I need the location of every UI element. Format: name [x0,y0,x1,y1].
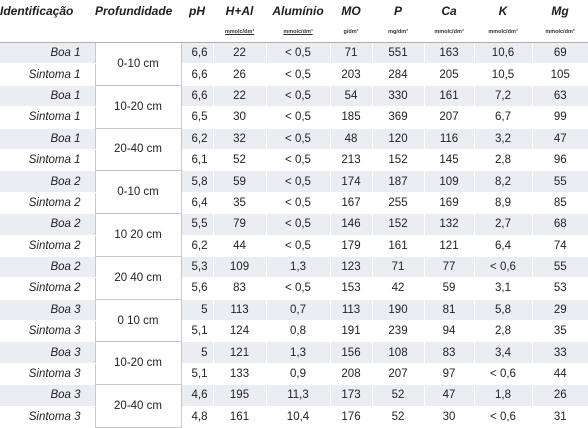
cell-ph: 6,2 [181,128,213,149]
cell-ca: 30 [424,406,474,427]
cell-al: < 0,5 [266,128,330,149]
cell-profundidade: 20 40 cm [95,256,181,299]
cell-identificacao: Boa 1 [0,128,95,149]
cell-profundidade: 20-40 cm [95,128,181,171]
header-identificacao: Identificação [0,0,95,22]
cell-mg: 69 [532,43,588,64]
unit-hal: mmolc/dm³ [213,22,266,43]
header-aluminio: Alumínio [266,0,330,22]
cell-al: 0,9 [266,363,330,384]
cell-k: < 0,6 [474,256,532,277]
cell-k: 2,7 [474,214,532,235]
header-ph: pH [181,0,213,22]
cell-mo: 203 [330,64,372,85]
cell-p: 108 [372,342,424,363]
cell-al: < 0,5 [266,235,330,256]
cell-identificacao: Sintoma 3 [0,363,95,384]
cell-hal: 121 [213,342,266,363]
cell-hal: 79 [213,214,266,235]
cell-identificacao: Sintoma 3 [0,406,95,427]
cell-p: 187 [372,171,424,192]
cell-mo: 167 [330,192,372,213]
cell-ph: 4,6 [181,385,213,406]
cell-mg: 85 [532,192,588,213]
cell-p: 207 [372,363,424,384]
table-row [0,43,588,64]
cell-hal: 22 [213,85,266,106]
cell-k: 6,4 [474,235,532,256]
cell-mg: 55 [532,171,588,192]
cell-al: < 0,5 [266,64,330,85]
header-mg: Mg [532,0,588,22]
cell-identificacao: Boa 3 [0,299,95,320]
cell-p: 284 [372,64,424,85]
cell-ca: 97 [424,363,474,384]
cell-ca: 47 [424,385,474,406]
cell-mo: 185 [330,107,372,128]
cell-identificacao: Sintoma 2 [0,192,95,213]
cell-ca: 207 [424,107,474,128]
cell-mg: 55 [532,256,588,277]
cell-ph: 5,5 [181,214,213,235]
cell-mo: 174 [330,171,372,192]
cell-ca: 205 [424,64,474,85]
cell-al: 11,3 [266,385,330,406]
cell-ca: 94 [424,321,474,342]
cell-p: 369 [372,107,424,128]
cell-p: 161 [372,235,424,256]
cell-hal: 44 [213,235,266,256]
cell-al: 1,3 [266,342,330,363]
table-row [0,363,588,384]
cell-profundidade: 10-20 cm [95,85,181,128]
cell-ph: 5,6 [181,278,213,299]
cell-p: 551 [372,43,424,64]
cell-ca: 83 [424,342,474,363]
cell-al: < 0,5 [266,149,330,170]
unit-aluminio: mmolc/dm³ [266,22,330,43]
cell-al: < 0,5 [266,192,330,213]
cell-k: 3,4 [474,342,532,363]
cell-hal: 59 [213,171,266,192]
table-row [0,406,588,427]
cell-ca: 81 [424,299,474,320]
cell-mg: 99 [532,107,588,128]
header-k: K [474,0,532,22]
cell-al: < 0,5 [266,171,330,192]
cell-p: 120 [372,128,424,149]
cell-mg: 105 [532,64,588,85]
header-profundidade: Profundidade [95,0,181,22]
cell-mg: 63 [532,85,588,106]
cell-mo: 54 [330,85,372,106]
header-p: P [372,0,424,22]
cell-ph: 5,1 [181,321,213,342]
cell-identificacao: Sintoma 2 [0,278,95,299]
cell-p: 152 [372,214,424,235]
cell-mo: 146 [330,214,372,235]
cell-identificacao: Sintoma 1 [0,64,95,85]
cell-identificacao: Boa 3 [0,342,95,363]
cell-ca: 169 [424,192,474,213]
unit-mg: mmolc/dm³ [532,22,588,43]
cell-mo: 71 [330,43,372,64]
cell-ph: 4,8 [181,406,213,427]
table-row [0,299,588,320]
cell-p: 152 [372,149,424,170]
cell-mo: 208 [330,363,372,384]
cell-profundidade: 0 10 cm [95,299,181,342]
cell-ca: 132 [424,214,474,235]
cell-k: 2,8 [474,321,532,342]
header-row [0,0,588,22]
cell-ph: 5 [181,299,213,320]
cell-k: 3,1 [474,278,532,299]
cell-mg: 47 [532,128,588,149]
cell-identificacao: Sintoma 1 [0,107,95,128]
cell-al: < 0,5 [266,85,330,106]
cell-k: 8,9 [474,192,532,213]
cell-mg: 35 [532,321,588,342]
cell-ca: 116 [424,128,474,149]
units-spacer [181,22,213,43]
cell-identificacao: Sintoma 3 [0,321,95,342]
table-body [0,22,588,428]
cell-ph: 6,6 [181,85,213,106]
table-row [0,171,588,192]
cell-mo: 173 [330,385,372,406]
cell-identificacao: Sintoma 2 [0,235,95,256]
cell-identificacao: Boa 2 [0,256,95,277]
cell-hal: 26 [213,64,266,85]
cell-k: 10,5 [474,64,532,85]
table-row [0,149,588,170]
cell-al: < 0,5 [266,278,330,299]
cell-ca: 59 [424,278,474,299]
unit-mo: g/dm³ [330,22,372,43]
cell-ph: 5,8 [181,171,213,192]
cell-p: 330 [372,85,424,106]
cell-k: 3,2 [474,128,532,149]
cell-mg: 44 [532,363,588,384]
cell-al: < 0,5 [266,214,330,235]
cell-k: 1,8 [474,385,532,406]
cell-k: 7,2 [474,85,532,106]
table-row [0,107,588,128]
cell-k: < 0,6 [474,363,532,384]
cell-mo: 156 [330,342,372,363]
cell-al: < 0,5 [266,107,330,128]
cell-mg: 96 [532,149,588,170]
cell-identificacao: Boa 1 [0,85,95,106]
cell-identificacao: Boa 2 [0,171,95,192]
cell-mo: 113 [330,299,372,320]
cell-al: 0,8 [266,321,330,342]
cell-mg: 26 [532,385,588,406]
cell-ph: 6,4 [181,192,213,213]
cell-mg: 33 [532,342,588,363]
cell-mo: 191 [330,321,372,342]
cell-profundidade: 0-10 cm [95,171,181,214]
cell-mg: 31 [532,406,588,427]
header-hal: H+Al [213,0,266,22]
cell-hal: 124 [213,321,266,342]
cell-hal: 161 [213,406,266,427]
cell-mo: 213 [330,149,372,170]
cell-mo: 48 [330,128,372,149]
cell-p: 190 [372,299,424,320]
cell-hal: 195 [213,385,266,406]
cell-al: 1,3 [266,256,330,277]
cell-mg: 29 [532,299,588,320]
table-row [0,256,588,277]
cell-mo: 153 [330,278,372,299]
cell-hal: 52 [213,149,266,170]
cell-ph: 6,5 [181,107,213,128]
cell-p: 71 [372,256,424,277]
unit-ca: mmolc/dm³ [424,22,474,43]
cell-k: 2,8 [474,149,532,170]
cell-al: < 0,5 [266,43,330,64]
cell-p: 239 [372,321,424,342]
cell-mo: 176 [330,406,372,427]
cell-hal: 109 [213,256,266,277]
cell-ph: 6,6 [181,43,213,64]
cell-profundidade: 10 20 cm [95,214,181,257]
cell-ph: 6,6 [181,64,213,85]
cell-ca: 121 [424,235,474,256]
cell-hal: 83 [213,278,266,299]
cell-mg: 68 [532,214,588,235]
cell-mg: 74 [532,235,588,256]
cell-p: 255 [372,192,424,213]
cell-k: 5,8 [474,299,532,320]
table-row [0,321,588,342]
cell-k: 8,2 [474,171,532,192]
cell-mo: 179 [330,235,372,256]
cell-profundidade: 10-20 cm [95,342,181,385]
table-row [0,278,588,299]
cell-hal: 22 [213,43,266,64]
cell-hal: 30 [213,107,266,128]
cell-hal: 113 [213,299,266,320]
units-row [0,22,588,43]
cell-k: < 0,6 [474,406,532,427]
table-row [0,192,588,213]
table-row [0,342,588,363]
cell-identificacao: Sintoma 1 [0,149,95,170]
table-row [0,64,588,85]
table-row [0,214,588,235]
cell-ph: 6,1 [181,149,213,170]
cell-al: 0,7 [266,299,330,320]
table-row [0,385,588,406]
cell-ph: 5 [181,342,213,363]
table-row [0,128,588,149]
cell-ca: 145 [424,149,474,170]
table-row [0,235,588,256]
cell-identificacao: Boa 3 [0,385,95,406]
cell-identificacao: Boa 1 [0,43,95,64]
cell-p: 52 [372,406,424,427]
cell-k: 6,7 [474,107,532,128]
cell-hal: 32 [213,128,266,149]
cell-p: 52 [372,385,424,406]
units-spacer [95,22,181,43]
cell-mg: 53 [532,278,588,299]
cell-mo: 123 [330,256,372,277]
unit-k: mmolc/dm³ [474,22,532,43]
cell-ph: 6,2 [181,235,213,256]
cell-p: 42 [372,278,424,299]
cell-profundidade: 0-10 cm [95,43,181,86]
header-mo: MO [330,0,372,22]
cell-ca: 163 [424,43,474,64]
cell-ca: 109 [424,171,474,192]
cell-hal: 133 [213,363,266,384]
cell-ph: 5,1 [181,363,213,384]
table-row [0,85,588,106]
cell-identificacao: Boa 2 [0,214,95,235]
cell-al: 10,4 [266,406,330,427]
unit-p: mg/dm³ [372,22,424,43]
cell-ph: 5,3 [181,256,213,277]
header-ca: Ca [424,0,474,22]
units-spacer [0,22,95,43]
cell-ca: 77 [424,256,474,277]
cell-k: 10,6 [474,43,532,64]
cell-ca: 161 [424,85,474,106]
cell-hal: 35 [213,192,266,213]
cell-profundidade: 20-40 cm [95,385,181,428]
